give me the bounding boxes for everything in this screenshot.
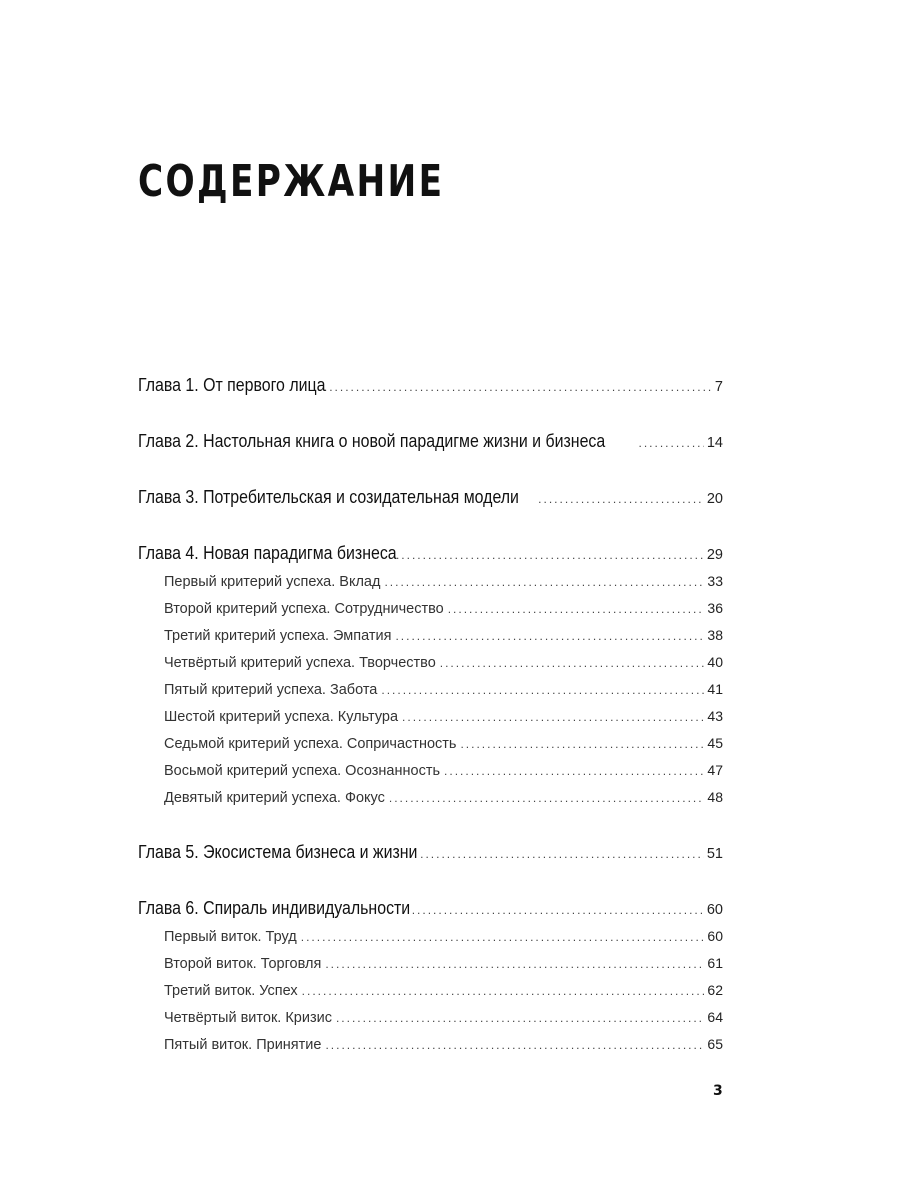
toc-entry-page-number: 43 xyxy=(707,708,723,724)
toc-entry-title: Пятый виток. Принятие xyxy=(164,1037,322,1053)
toc-entry-title: Шестой критерий успеха. Культура xyxy=(164,709,399,725)
toc-entry-title: Глава 6. Спираль индивидуальности xyxy=(138,897,411,918)
toc-chapter-row xyxy=(138,538,723,568)
page-number: 3 xyxy=(713,1083,723,1099)
toc-chapter-row xyxy=(138,893,723,923)
toc-section-row xyxy=(138,923,723,950)
toc-entry-page-number: 47 xyxy=(707,762,723,778)
toc-entry-page-number: 60 xyxy=(707,928,723,944)
toc-entry-title: Восьмой критерий успеха. Осознанность xyxy=(164,763,441,779)
toc-entry-title: Первый виток. Труд xyxy=(164,929,297,945)
toc-section-row xyxy=(138,730,723,757)
toc-entry-page-number: 36 xyxy=(707,600,723,616)
toc-section-row xyxy=(138,703,723,730)
toc-entry-page-number: 38 xyxy=(707,627,723,643)
toc-entry-title: Седьмой критерий успеха. Сопричастность xyxy=(164,736,457,752)
toc-entry-title: Четвёртый критерий успеха. Творчество xyxy=(164,655,436,671)
toc-entry-title: Второй критерий успеха. Сотрудничество xyxy=(164,601,444,617)
page-title: СОДЕРЖАНИЕ xyxy=(138,156,445,207)
dot-leader xyxy=(420,839,704,869)
toc-section-row xyxy=(138,1031,723,1058)
dot-leader xyxy=(396,540,704,570)
toc-section-row xyxy=(138,977,723,1004)
dot-leader xyxy=(325,951,704,978)
dot-leader xyxy=(302,978,705,1005)
toc-entry-page-number: 29 xyxy=(706,547,723,563)
dot-leader xyxy=(412,895,704,925)
toc-entry-title: Пятый критерий успеха. Забота xyxy=(164,682,378,698)
toc-entry-title: Первый критерий успеха. Вклад xyxy=(164,574,381,590)
toc-chapter xyxy=(138,370,723,400)
toc-section-row xyxy=(138,1004,723,1031)
dot-leader xyxy=(402,704,704,731)
toc-entry-page-number: 51 xyxy=(706,846,723,862)
dot-leader xyxy=(460,731,704,758)
toc-entry-title: Глава 2. Настольная книга о новой парадигме жизни и бизнеса xyxy=(138,430,606,451)
dot-leader xyxy=(444,758,704,785)
dot-leader xyxy=(395,623,704,650)
toc-chapter xyxy=(138,538,723,811)
dot-leader xyxy=(440,650,705,677)
dot-leader xyxy=(301,924,705,951)
toc-chapter-row xyxy=(138,837,723,867)
toc-entry-title: Глава 5. Экосистема бизнеса и жизни xyxy=(138,841,418,862)
toc-section-row xyxy=(138,676,723,703)
toc-section-row xyxy=(138,757,723,784)
toc-entry-page-number: 14 xyxy=(706,435,723,451)
dot-leader xyxy=(313,372,712,402)
toc-entry-page-number: 40 xyxy=(707,654,723,670)
table-of-contents xyxy=(138,370,723,1058)
toc-section-row xyxy=(138,950,723,977)
toc-chapter-row xyxy=(138,482,723,512)
toc-section-row xyxy=(138,784,723,811)
toc-section-row xyxy=(138,595,723,622)
toc-chapter xyxy=(138,426,723,456)
toc-entry-title: Глава 4. Новая парадигма бизнеса xyxy=(138,542,397,563)
dot-leader xyxy=(638,428,703,458)
toc-chapter xyxy=(138,893,723,1058)
toc-entry-page-number: 20 xyxy=(706,491,723,507)
dot-leader xyxy=(384,569,704,596)
toc-entry-title: Четвёртый виток. Кризис xyxy=(164,1010,332,1026)
toc-entry-title: Второй виток. Торговля xyxy=(164,956,322,972)
toc-entry-page-number: 7 xyxy=(714,379,723,395)
toc-entry-page-number: 65 xyxy=(707,1036,723,1052)
toc-entry-title: Третий виток. Успех xyxy=(164,983,298,999)
toc-entry-title: Глава 3. Потребительская и созидательная модели xyxy=(138,486,519,507)
toc-section-row xyxy=(138,568,723,595)
dot-leader xyxy=(389,785,705,812)
toc-entry-page-number: 62 xyxy=(707,982,723,998)
dot-leader xyxy=(538,484,704,514)
dot-leader xyxy=(336,1005,704,1032)
toc-entry-page-number: 45 xyxy=(707,735,723,751)
toc-entry-page-number: 33 xyxy=(707,573,723,589)
toc-entry-title: Глава 1. От первого лица xyxy=(138,374,326,395)
toc-entry-page-number: 61 xyxy=(707,955,723,971)
toc-entry-page-number: 60 xyxy=(706,902,723,918)
toc-entry-page-number: 48 xyxy=(707,789,723,805)
dot-leader xyxy=(325,1032,704,1059)
toc-entry-title: Девятый критерий успеха. Фокус xyxy=(164,790,385,806)
toc-section-row xyxy=(138,649,723,676)
toc-entry-title: Третий критерий успеха. Эмпатия xyxy=(164,628,392,644)
toc-chapter-row xyxy=(138,370,723,400)
dot-leader xyxy=(448,596,705,623)
toc-chapter xyxy=(138,482,723,512)
toc-section-row xyxy=(138,622,723,649)
toc-entry-page-number: 41 xyxy=(707,681,723,697)
toc-chapter xyxy=(138,837,723,867)
toc-chapter-row xyxy=(138,426,723,456)
dot-leader xyxy=(381,677,704,704)
toc-entry-page-number: 64 xyxy=(707,1009,723,1025)
